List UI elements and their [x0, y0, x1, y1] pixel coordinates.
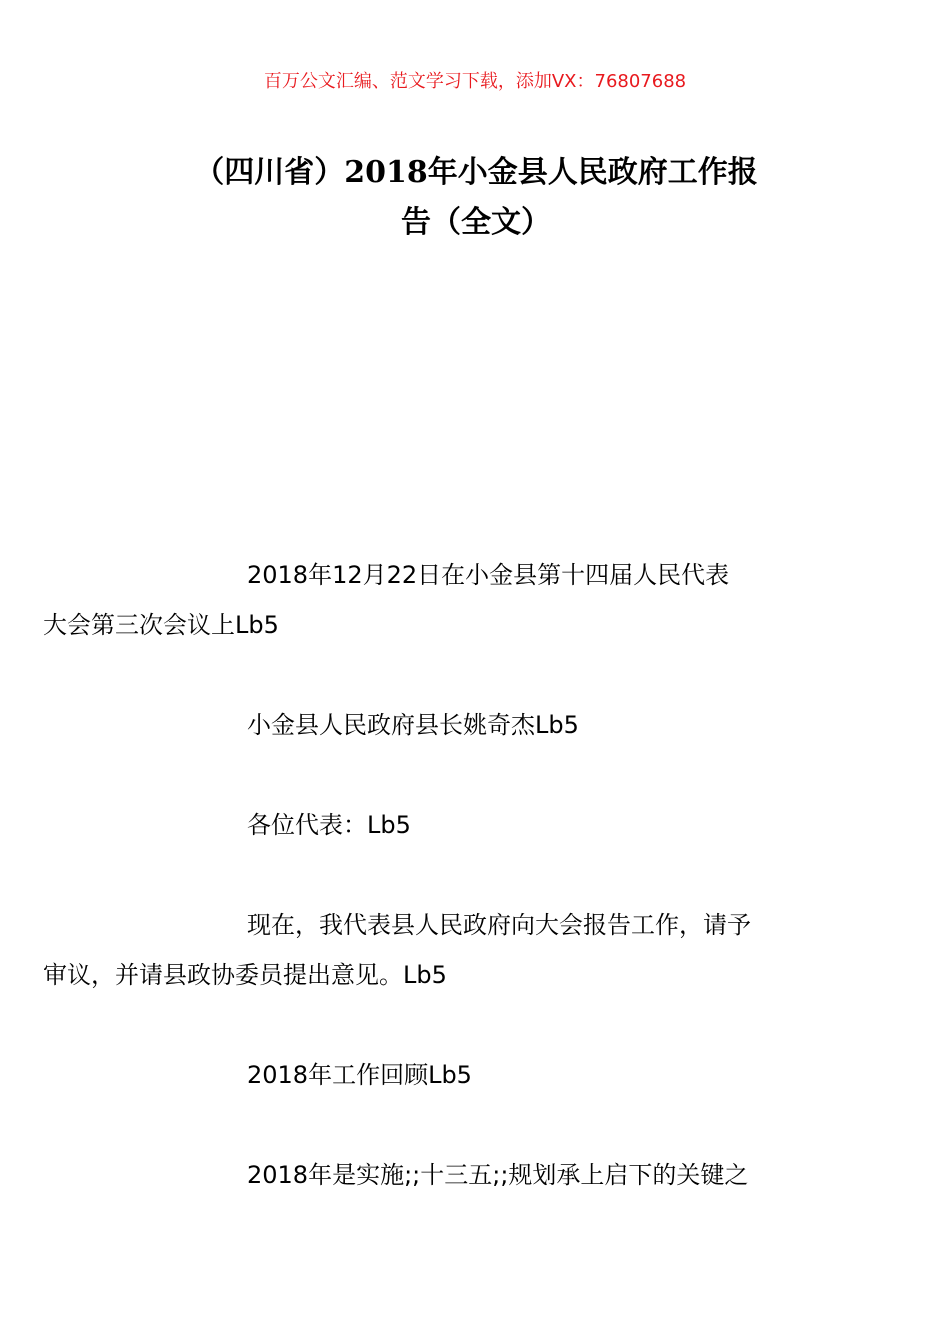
- paragraph-line: 2018年12月22日在小金县第十四届人民代表: [247, 561, 730, 589]
- paragraph-line: 2018年工作回顾Lb5: [247, 1061, 472, 1089]
- paragraph-line: 小金县人民政府县长姚奇杰Lb5: [247, 711, 579, 739]
- paragraph-meeting-info: [43, 550, 807, 650]
- title-line-1: （四川省）2018年小金县人民政府工作报: [194, 155, 758, 190]
- paragraph-intro: [43, 900, 807, 1000]
- paragraph-speaker: [145, 700, 807, 750]
- document-body: [43, 550, 807, 1250]
- paragraph-line: 各位代表：Lb5: [247, 811, 411, 839]
- paragraph-review-start: [145, 1150, 807, 1200]
- header-note: 百万公文汇编、范文学习下载，添加VX：76807688: [263, 71, 687, 92]
- paragraph-line: 大会第三次会议上Lb5: [43, 611, 279, 639]
- paragraph-line: 现在，我代表县人民政府向大会报告工作，请予: [247, 911, 751, 939]
- document-title: [145, 148, 807, 248]
- section-heading-review: [145, 1050, 807, 1100]
- paragraph-line: 2018年是实施;;十三五;;规划承上启下的关键之: [247, 1161, 749, 1189]
- paragraph-line: 审议，并请县政协委员提出意见。Lb5: [43, 961, 447, 989]
- paragraph-salutation: [145, 800, 807, 850]
- title-line-2: 告（全文）: [401, 205, 551, 240]
